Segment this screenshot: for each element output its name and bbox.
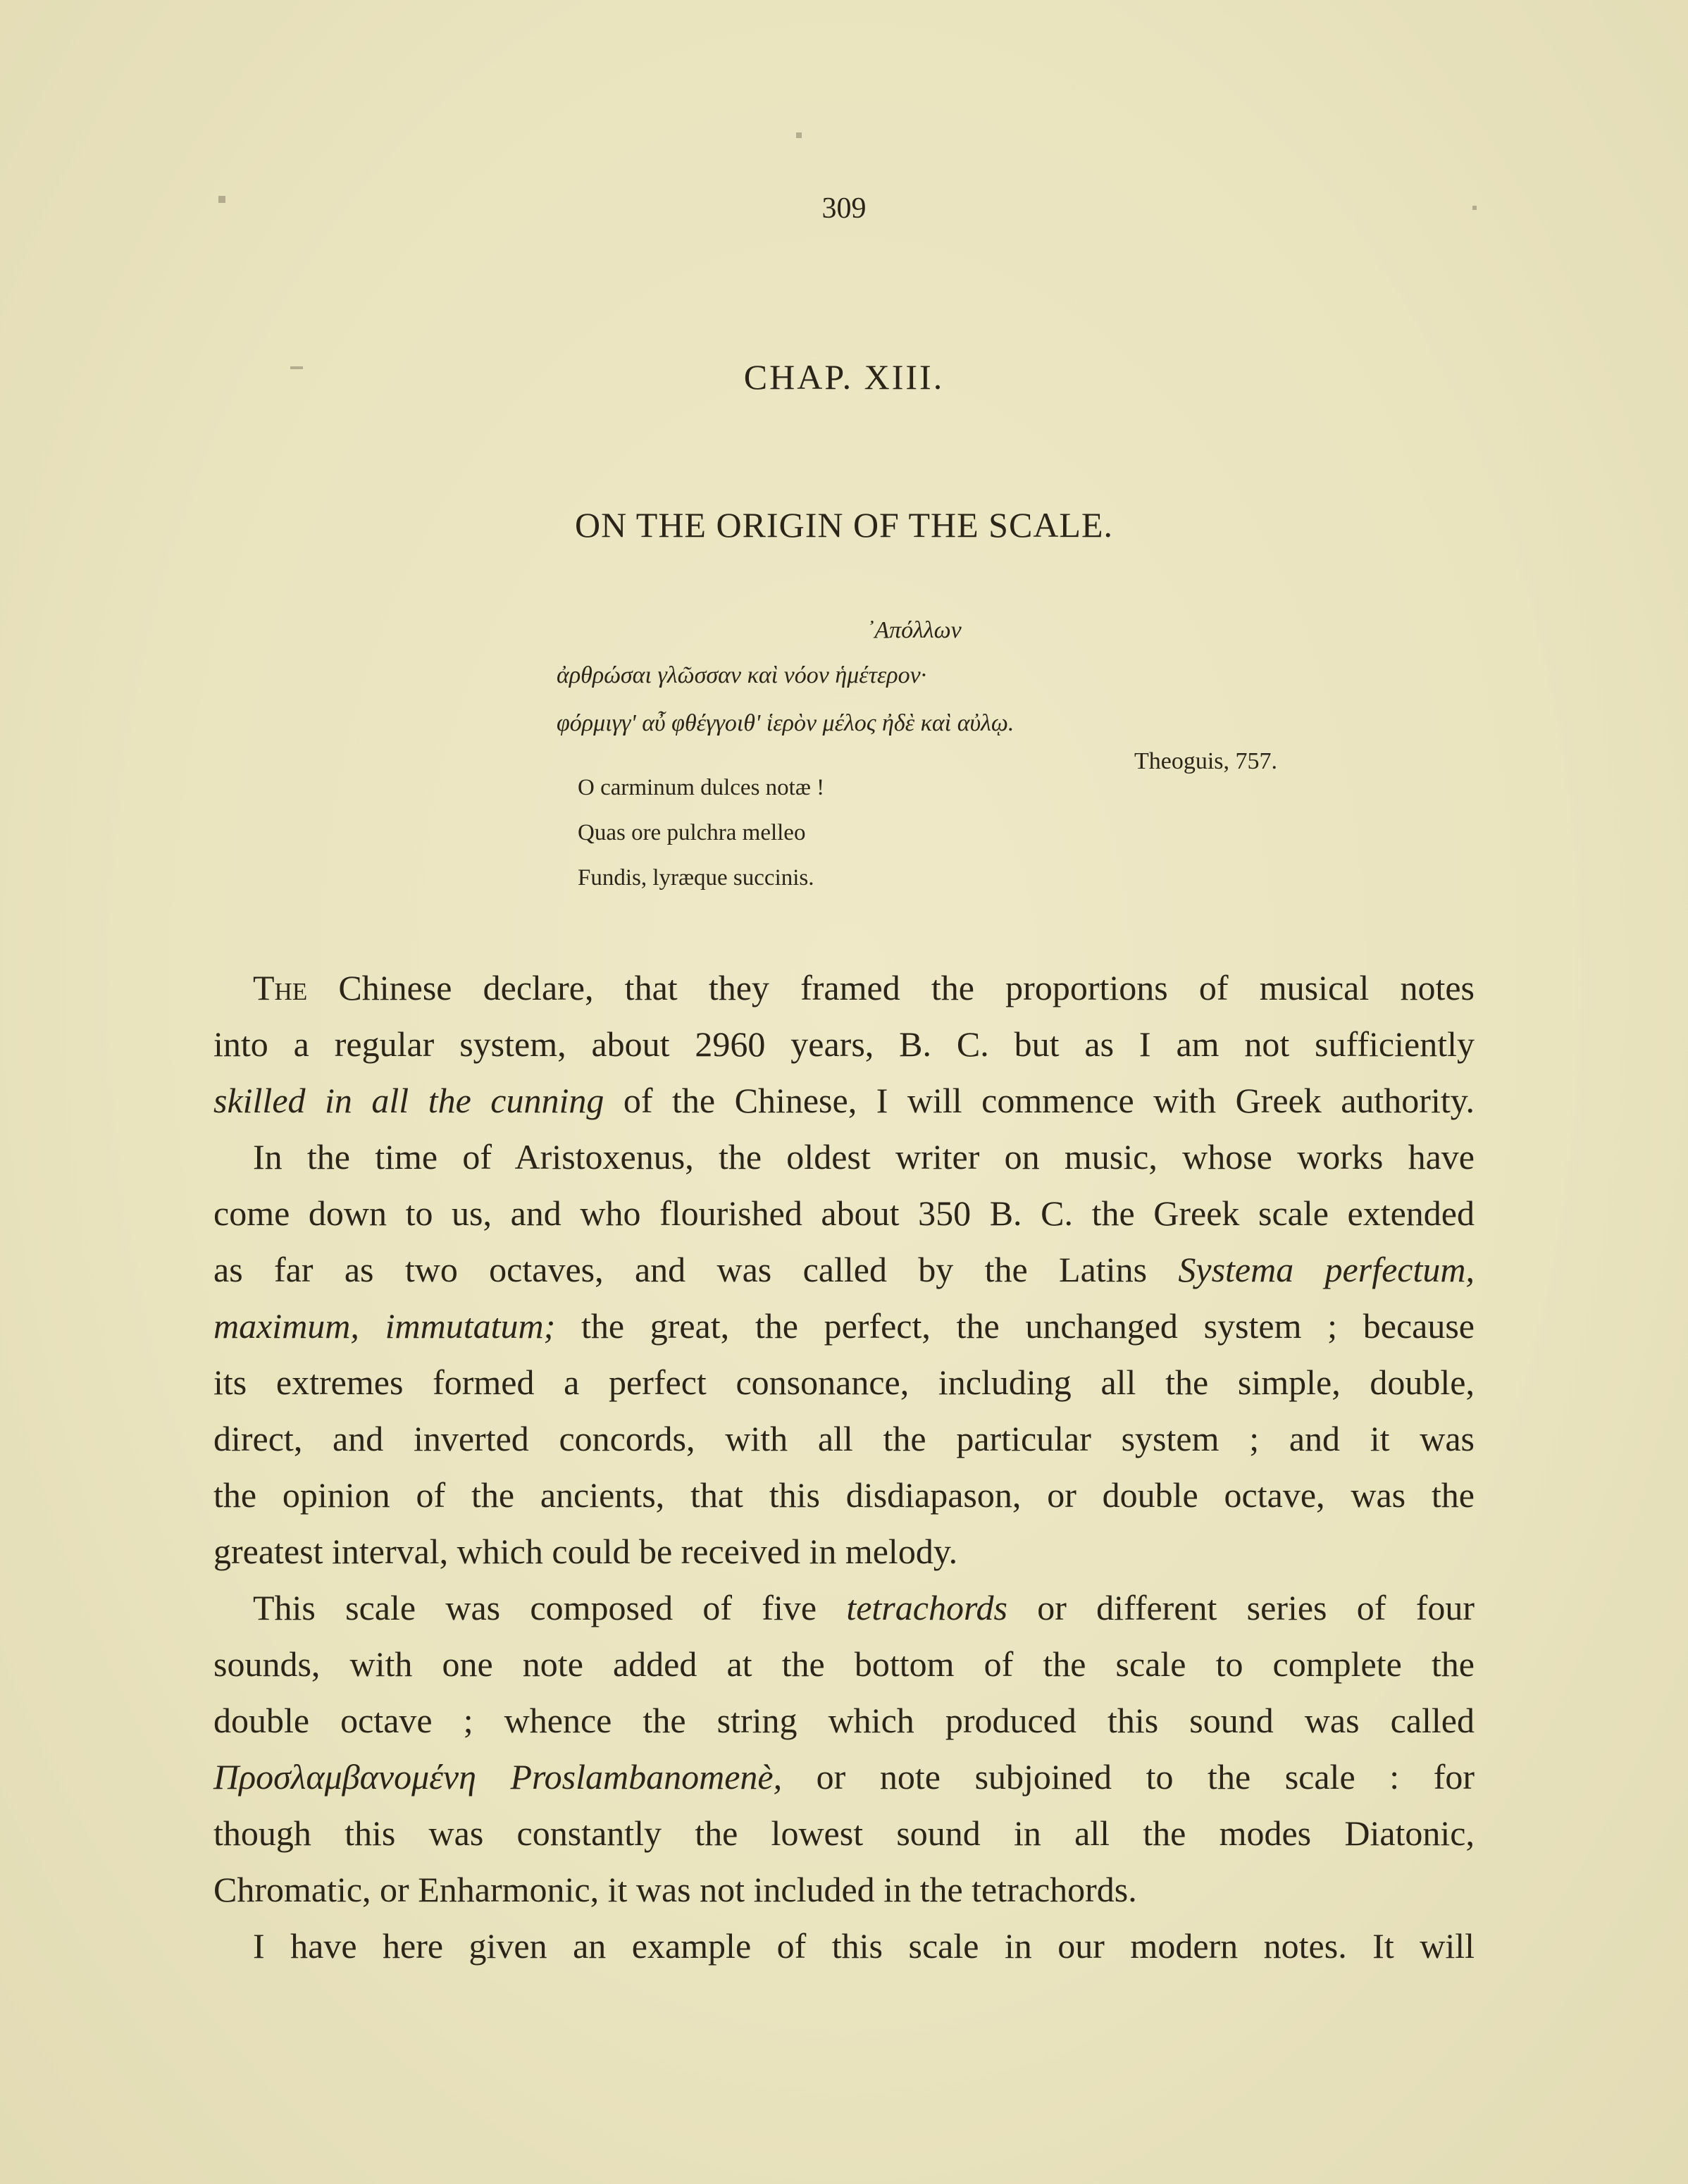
epigraph-latin-line-3: Fundis, lyræque succinis. (578, 865, 814, 891)
greek-word: Προσλαμβανομένη (213, 1757, 476, 1797)
text-fragment: or different series of four (1007, 1588, 1475, 1627)
epigraph-latin-line-1: O carminum dulces notæ ! (578, 775, 825, 800)
text-line: the opinion of the ancients, that this disdiapason, or double octave, was the (213, 1475, 1475, 1515)
text-line: double octave ; whence the string which produced this sound was called (213, 1701, 1475, 1740)
text-line: though this was constantly the lowest sound in all the modes Diatonic, (213, 1813, 1475, 1853)
text-line (213, 1241, 1475, 1298)
text-fragment: Chinese declare, that they framed the proportions of musical notes (307, 968, 1475, 1007)
scan-mark (290, 366, 303, 369)
text-line: In the time of Aristoxenus, the oldest writer on music, whose works have (253, 1137, 1475, 1177)
text-fragment: of the Chinese, I will commence with Greek authority. (604, 1081, 1475, 1120)
text-fragment: This scale was composed of five (253, 1588, 847, 1627)
text-line: direct, and inverted concords, with all the particular system ; and it was (213, 1419, 1475, 1458)
scan-mark (218, 196, 225, 203)
text-line: into a regular system, about 2960 years, B. C. but as I am not sufficiently (213, 1024, 1475, 1064)
italic-fragment: skilled in all the cunning (213, 1081, 604, 1120)
text-line: I have here given an example of this scale in our modern notes. It will (253, 1926, 1475, 1966)
text-line: sounds, with one note added at the bottom of the scale to complete the (213, 1644, 1475, 1684)
epigraph-greek-name: ᾿Απόλλων (867, 617, 962, 643)
text-line: greatest interval, which could be received in melody. (213, 1532, 958, 1571)
text-line (213, 1749, 1475, 1805)
scan-mark (796, 132, 802, 138)
page-number: 309 (821, 192, 867, 225)
epigraph-greek-line-2: φόρμιγγ' αὖ φθέγγοιθ' ἱερὸν μέλος ἠδὲ καὶ αὐλῳ. (557, 710, 1014, 736)
text-fragment: as far as two octaves, and was called by the Latins (213, 1250, 1179, 1289)
text-line (213, 1072, 1475, 1129)
text-line: its extremes formed a perfect consonance, including all the simple, double, (213, 1363, 1475, 1402)
italic-fragment: Systema perfectum, (1178, 1250, 1475, 1289)
small-caps-word: The (253, 968, 308, 1007)
text-line (213, 1580, 1475, 1636)
text-line (213, 1298, 1475, 1354)
scan-mark (1472, 206, 1477, 210)
text-fragment: the great, the perfect, the unchanged system ; because (555, 1306, 1475, 1346)
body-text (213, 960, 1475, 1974)
epigraph-citation: Theoguis, 757. (1134, 748, 1278, 774)
text-line: come down to us, and who flourished about 350 B. C. the Greek scale extended (213, 1193, 1475, 1233)
italic-fragment: tetrachords (846, 1588, 1007, 1627)
text-line (213, 960, 1475, 1016)
epigraph-greek-line-1: ἀρθρώσαι γλῶσσαν καὶ νόον ἡμέτερον· (557, 662, 927, 688)
text-line: Chromatic, or Enharmonic, it was not included in the tetrachords. (213, 1870, 1137, 1909)
italic-fragment: Proslambanomenè, (476, 1757, 783, 1797)
chapter-heading: CHAP. XIII. (743, 357, 945, 397)
italic-fragment: maximum, immutatum; (213, 1306, 556, 1346)
epigraph-latin-line-2: Quas ore pulchra melleo (578, 820, 806, 845)
text-fragment: or note subjoined to the scale : for (782, 1757, 1475, 1797)
section-title: ON THE ORIGIN OF THE SCALE. (574, 505, 1114, 545)
